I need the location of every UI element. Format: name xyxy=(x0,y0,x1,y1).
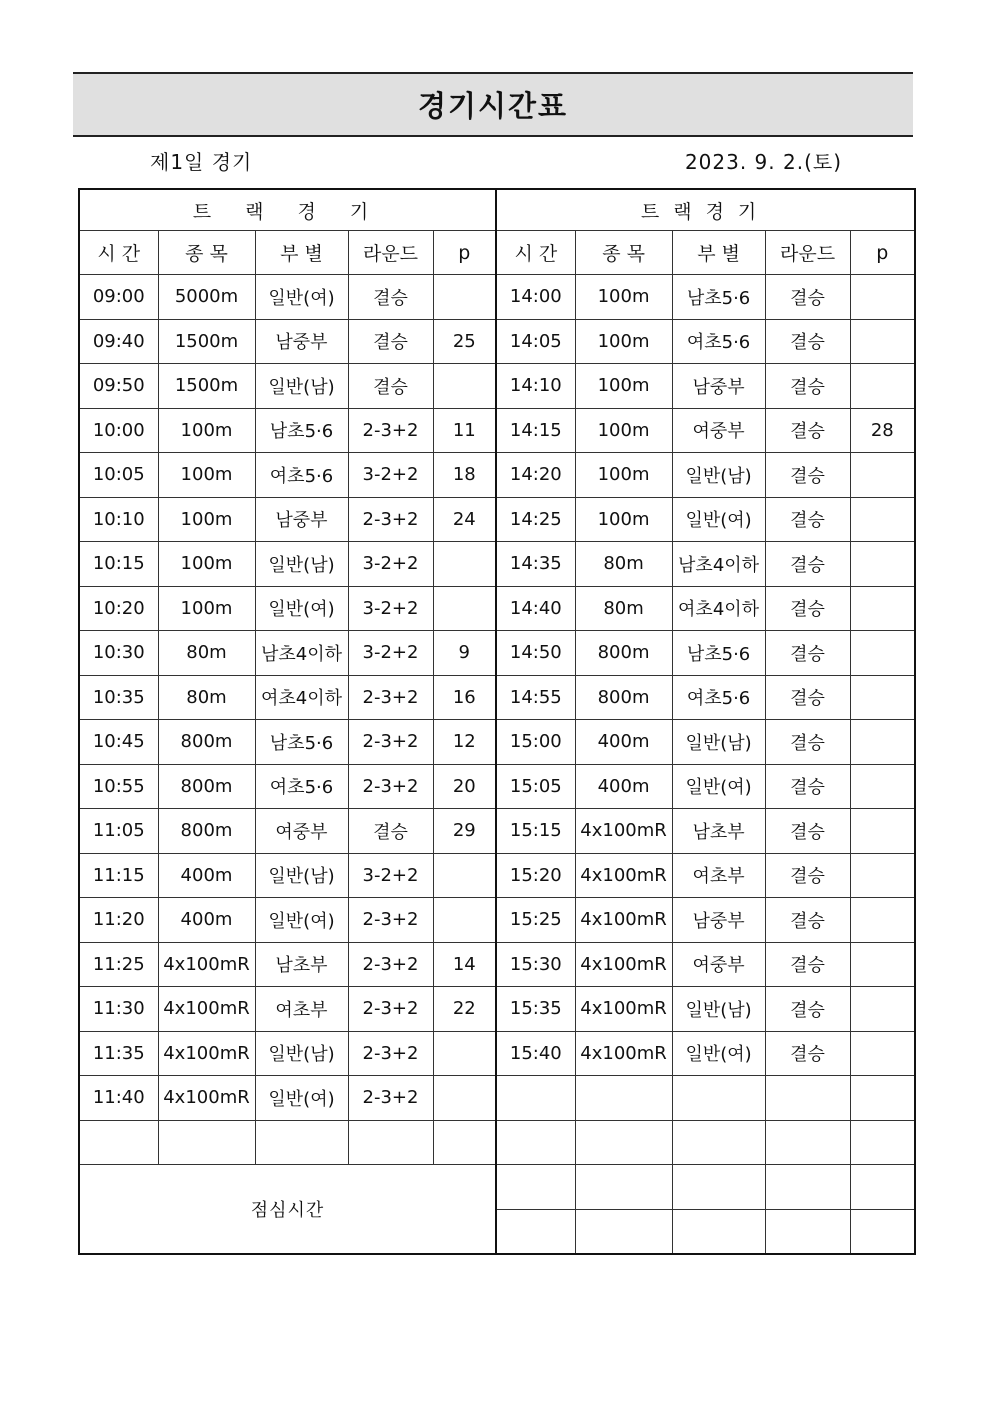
left-cell: 11:30 xyxy=(79,987,158,1032)
left-cell: 남초5·6 xyxy=(255,720,348,765)
table-row xyxy=(79,675,915,720)
right-cell xyxy=(496,1076,575,1121)
right-cell: 15:40 xyxy=(496,1031,575,1076)
right-cell xyxy=(672,1076,765,1121)
left-cell: 11:05 xyxy=(79,809,158,854)
right-cell xyxy=(575,1120,672,1165)
left-cell: 11:35 xyxy=(79,1031,158,1076)
left-cell xyxy=(79,1120,158,1165)
left-cell: 100m xyxy=(158,586,255,631)
right-cell: 14:25 xyxy=(496,497,575,542)
date-label: 2023. 9. 2.(토) xyxy=(684,150,842,174)
table-row xyxy=(79,942,915,987)
left-cell: 3-2+2 xyxy=(348,542,433,587)
right-cell xyxy=(850,675,915,720)
right-cell: 결승 xyxy=(765,586,850,631)
right-cell: 4x100mR xyxy=(575,942,672,987)
right-cell: 400m xyxy=(575,720,672,765)
right-cell: 80m xyxy=(575,542,672,587)
right-cell xyxy=(850,1209,915,1254)
right-cell: 28 xyxy=(850,408,915,453)
left-cell xyxy=(255,1120,348,1165)
left-cell xyxy=(433,1120,496,1165)
right-cell: 결승 xyxy=(765,275,850,320)
right-cell: 일반(남) xyxy=(672,720,765,765)
right-cell xyxy=(850,853,915,898)
right-cell: 4x100mR xyxy=(575,987,672,1032)
right-cell: 결승 xyxy=(765,720,850,765)
left-cell: 400m xyxy=(158,853,255,898)
table-row xyxy=(79,809,915,854)
right-cell: 남초5·6 xyxy=(672,631,765,676)
left-cell: 2-3+2 xyxy=(348,987,433,1032)
left-cell xyxy=(433,542,496,587)
right-cell: 일반(남) xyxy=(672,453,765,498)
right-cell xyxy=(850,720,915,765)
left-cell: 일반(남) xyxy=(255,853,348,898)
left-cell: 결승 xyxy=(348,809,433,854)
schedule-body xyxy=(79,189,915,1254)
column-header: p xyxy=(433,231,496,275)
right-cell: 결승 xyxy=(765,453,850,498)
right-cell: 15:00 xyxy=(496,720,575,765)
table-row xyxy=(79,898,915,943)
right-cell xyxy=(850,453,915,498)
left-cell: 10:45 xyxy=(79,720,158,765)
right-cell: 15:25 xyxy=(496,898,575,943)
right-cell xyxy=(575,1209,672,1254)
left-cell: 12 xyxy=(433,720,496,765)
right-cell: 여중부 xyxy=(672,408,765,453)
left-cell: 남초부 xyxy=(255,942,348,987)
right-cell: 100m xyxy=(575,319,672,364)
left-cell: 결승 xyxy=(348,319,433,364)
left-cell: 24 xyxy=(433,497,496,542)
left-cell: 22 xyxy=(433,987,496,1032)
right-cell xyxy=(765,1120,850,1165)
right-cell: 여초5·6 xyxy=(672,675,765,720)
left-cell: 남중부 xyxy=(255,319,348,364)
right-cell xyxy=(850,275,915,320)
right-cell: 일반(여) xyxy=(672,497,765,542)
right-cell xyxy=(575,1076,672,1121)
left-cell: 800m xyxy=(158,764,255,809)
table-row xyxy=(79,586,915,631)
right-cell: 결승 xyxy=(765,809,850,854)
table-row xyxy=(79,987,915,1032)
right-cell: 14:00 xyxy=(496,275,575,320)
left-cell: 100m xyxy=(158,497,255,542)
left-cell xyxy=(433,275,496,320)
right-cell: 15:05 xyxy=(496,764,575,809)
column-header: 종 목 xyxy=(158,231,255,275)
right-cell: 14:20 xyxy=(496,453,575,498)
left-cell: 10:20 xyxy=(79,586,158,631)
right-cell: 15:15 xyxy=(496,809,575,854)
right-cell xyxy=(496,1209,575,1254)
right-cell: 100m xyxy=(575,497,672,542)
left-cell: 여초5·6 xyxy=(255,764,348,809)
column-header: 종 목 xyxy=(575,231,672,275)
day-label: 제1일 경기 xyxy=(150,150,253,174)
right-cell: 15:35 xyxy=(496,987,575,1032)
right-cell: 일반(여) xyxy=(672,764,765,809)
left-cell: 2-3+2 xyxy=(348,942,433,987)
left-cell: 11 xyxy=(433,408,496,453)
right-cell xyxy=(850,764,915,809)
left-cell: 10:10 xyxy=(79,497,158,542)
right-cell: 4x100mR xyxy=(575,853,672,898)
left-cell: 10:05 xyxy=(79,453,158,498)
left-cell: 2-3+2 xyxy=(348,1076,433,1121)
left-cell: 3-2+2 xyxy=(348,586,433,631)
right-cell xyxy=(850,898,915,943)
right-cell: 남중부 xyxy=(672,364,765,409)
table-row xyxy=(79,319,915,364)
column-header: 시 간 xyxy=(79,231,158,275)
right-cell xyxy=(850,1031,915,1076)
title-bar xyxy=(73,72,913,137)
schedule-table xyxy=(78,188,916,1255)
left-cell: 여초4이하 xyxy=(255,675,348,720)
right-cell: 일반(여) xyxy=(672,1031,765,1076)
left-cell: 2-3+2 xyxy=(348,720,433,765)
left-cell: 25 xyxy=(433,319,496,364)
left-cell: 2-3+2 xyxy=(348,764,433,809)
right-cell xyxy=(672,1120,765,1165)
right-cell xyxy=(765,1076,850,1121)
left-cell: 11:25 xyxy=(79,942,158,987)
section-header-row xyxy=(79,189,915,231)
right-cell xyxy=(850,364,915,409)
right-cell: 4x100mR xyxy=(575,1031,672,1076)
right-cell: 15:20 xyxy=(496,853,575,898)
left-cell: 80m xyxy=(158,631,255,676)
left-cell: 9 xyxy=(433,631,496,676)
left-cell: 10:35 xyxy=(79,675,158,720)
right-cell: 4x100mR xyxy=(575,898,672,943)
left-cell: 일반(여) xyxy=(255,586,348,631)
column-header: 부 별 xyxy=(672,231,765,275)
right-cell xyxy=(850,319,915,364)
right-cell: 14:35 xyxy=(496,542,575,587)
right-cell: 결승 xyxy=(765,853,850,898)
right-cell xyxy=(850,497,915,542)
left-cell: 2-3+2 xyxy=(348,898,433,943)
column-header: p xyxy=(850,231,915,275)
left-cell xyxy=(433,853,496,898)
left-cell xyxy=(433,1076,496,1121)
left-cell: 10:30 xyxy=(79,631,158,676)
right-cell xyxy=(850,987,915,1032)
lunch-cell: 점심시간 xyxy=(79,1165,496,1255)
right-cell xyxy=(765,1209,850,1254)
table-row xyxy=(79,364,915,409)
right-cell: 결승 xyxy=(765,631,850,676)
right-cell: 여초4이하 xyxy=(672,586,765,631)
right-cell: 14:05 xyxy=(496,319,575,364)
right-cell: 15:30 xyxy=(496,942,575,987)
right-cell: 14:15 xyxy=(496,408,575,453)
left-cell: 18 xyxy=(433,453,496,498)
right-cell: 결승 xyxy=(765,942,850,987)
right-cell: 100m xyxy=(575,364,672,409)
right-cell: 결승 xyxy=(765,497,850,542)
left-cell: 일반(남) xyxy=(255,364,348,409)
column-header: 시 간 xyxy=(496,231,575,275)
left-cell xyxy=(433,586,496,631)
left-cell: 11:20 xyxy=(79,898,158,943)
right-cell: 여초부 xyxy=(672,853,765,898)
right-cell xyxy=(850,809,915,854)
left-cell: 4x100mR xyxy=(158,1076,255,1121)
column-header: 라운드 xyxy=(765,231,850,275)
right-cell: 100m xyxy=(575,453,672,498)
left-cell: 여중부 xyxy=(255,809,348,854)
left-cell: 일반(여) xyxy=(255,275,348,320)
left-cell: 4x100mR xyxy=(158,987,255,1032)
table-row xyxy=(79,542,915,587)
left-cell: 80m xyxy=(158,675,255,720)
left-cell: 1500m xyxy=(158,364,255,409)
table-row xyxy=(79,631,915,676)
left-cell xyxy=(433,364,496,409)
right-cell: 여초5·6 xyxy=(672,319,765,364)
right-cell: 80m xyxy=(575,586,672,631)
right-cell xyxy=(672,1165,765,1210)
left-cell: 2-3+2 xyxy=(348,408,433,453)
right-cell xyxy=(496,1165,575,1210)
left-cell: 3-2+2 xyxy=(348,453,433,498)
left-cell: 결승 xyxy=(348,275,433,320)
right-cell: 남초4이하 xyxy=(672,542,765,587)
right-cell: 14:50 xyxy=(496,631,575,676)
table-row xyxy=(79,453,915,498)
left-cell: 2-3+2 xyxy=(348,675,433,720)
left-cell: 16 xyxy=(433,675,496,720)
left-cell: 5000m xyxy=(158,275,255,320)
right-cell: 여중부 xyxy=(672,942,765,987)
right-cell: 결승 xyxy=(765,319,850,364)
table-row xyxy=(79,408,915,453)
left-cell: 일반(남) xyxy=(255,1031,348,1076)
right-cell: 400m xyxy=(575,764,672,809)
left-cell: 3-2+2 xyxy=(348,631,433,676)
right-cell: 800m xyxy=(575,631,672,676)
right-cell: 결승 xyxy=(765,898,850,943)
left-cell xyxy=(433,1031,496,1076)
left-section-title: 트 랙 경 기 xyxy=(79,189,496,231)
right-cell: 결승 xyxy=(765,542,850,587)
left-cell: 09:40 xyxy=(79,319,158,364)
left-cell: 3-2+2 xyxy=(348,853,433,898)
left-cell: 11:40 xyxy=(79,1076,158,1121)
left-cell: 4x100mR xyxy=(158,1031,255,1076)
right-cell: 남초부 xyxy=(672,809,765,854)
table-row xyxy=(79,275,915,320)
right-cell xyxy=(850,542,915,587)
left-cell: 29 xyxy=(433,809,496,854)
right-cell xyxy=(765,1165,850,1210)
right-cell xyxy=(850,1120,915,1165)
table-row xyxy=(79,1031,915,1076)
right-cell xyxy=(850,942,915,987)
right-cell: 남중부 xyxy=(672,898,765,943)
left-cell: 일반(여) xyxy=(255,898,348,943)
left-cell: 10:15 xyxy=(79,542,158,587)
left-cell: 10:00 xyxy=(79,408,158,453)
table-row xyxy=(79,764,915,809)
right-cell: 결승 xyxy=(765,364,850,409)
table-row xyxy=(79,1120,915,1165)
left-cell: 400m xyxy=(158,898,255,943)
table-row xyxy=(79,720,915,765)
left-cell: 1500m xyxy=(158,319,255,364)
right-cell xyxy=(575,1165,672,1210)
left-cell: 여초5·6 xyxy=(255,453,348,498)
right-cell: 4x100mR xyxy=(575,809,672,854)
table-row xyxy=(79,853,915,898)
right-cell: 결승 xyxy=(765,675,850,720)
column-header-row xyxy=(79,231,915,275)
left-cell xyxy=(433,898,496,943)
left-cell: 100m xyxy=(158,542,255,587)
left-cell: 2-3+2 xyxy=(348,1031,433,1076)
left-cell: 남중부 xyxy=(255,497,348,542)
right-cell: 남초5·6 xyxy=(672,275,765,320)
right-cell: 14:40 xyxy=(496,586,575,631)
right-cell: 결승 xyxy=(765,1031,850,1076)
right-cell xyxy=(850,631,915,676)
right-cell xyxy=(850,586,915,631)
right-cell: 100m xyxy=(575,408,672,453)
right-cell: 결승 xyxy=(765,408,850,453)
left-cell: 11:15 xyxy=(79,853,158,898)
left-cell: 100m xyxy=(158,408,255,453)
left-cell: 09:00 xyxy=(79,275,158,320)
left-cell: 4x100mR xyxy=(158,942,255,987)
table-row xyxy=(79,1076,915,1121)
left-cell: 여초부 xyxy=(255,987,348,1032)
column-header: 부 별 xyxy=(255,231,348,275)
left-cell: 일반(여) xyxy=(255,1076,348,1121)
right-cell xyxy=(496,1120,575,1165)
right-cell xyxy=(850,1076,915,1121)
left-cell: 100m xyxy=(158,453,255,498)
left-cell: 10:55 xyxy=(79,764,158,809)
table-row xyxy=(79,1165,915,1210)
left-cell: 남초4이하 xyxy=(255,631,348,676)
right-cell: 800m xyxy=(575,675,672,720)
left-cell: 2-3+2 xyxy=(348,497,433,542)
left-cell: 일반(남) xyxy=(255,542,348,587)
left-cell: 800m xyxy=(158,809,255,854)
right-cell: 14:55 xyxy=(496,675,575,720)
right-section-title: 트랙경기 xyxy=(496,189,915,231)
right-cell xyxy=(850,1165,915,1210)
right-cell: 결승 xyxy=(765,764,850,809)
left-cell xyxy=(158,1120,255,1165)
right-cell: 일반(남) xyxy=(672,987,765,1032)
table-row xyxy=(79,497,915,542)
left-cell: 800m xyxy=(158,720,255,765)
column-header: 라운드 xyxy=(348,231,433,275)
page-title: 경기시간표 xyxy=(417,89,569,123)
left-cell xyxy=(348,1120,433,1165)
right-cell: 100m xyxy=(575,275,672,320)
left-cell: 결승 xyxy=(348,364,433,409)
left-cell: 20 xyxy=(433,764,496,809)
left-cell: 남초5·6 xyxy=(255,408,348,453)
left-cell: 14 xyxy=(433,942,496,987)
right-cell xyxy=(672,1209,765,1254)
right-cell: 결승 xyxy=(765,987,850,1032)
right-cell: 14:10 xyxy=(496,364,575,409)
left-cell: 09:50 xyxy=(79,364,158,409)
